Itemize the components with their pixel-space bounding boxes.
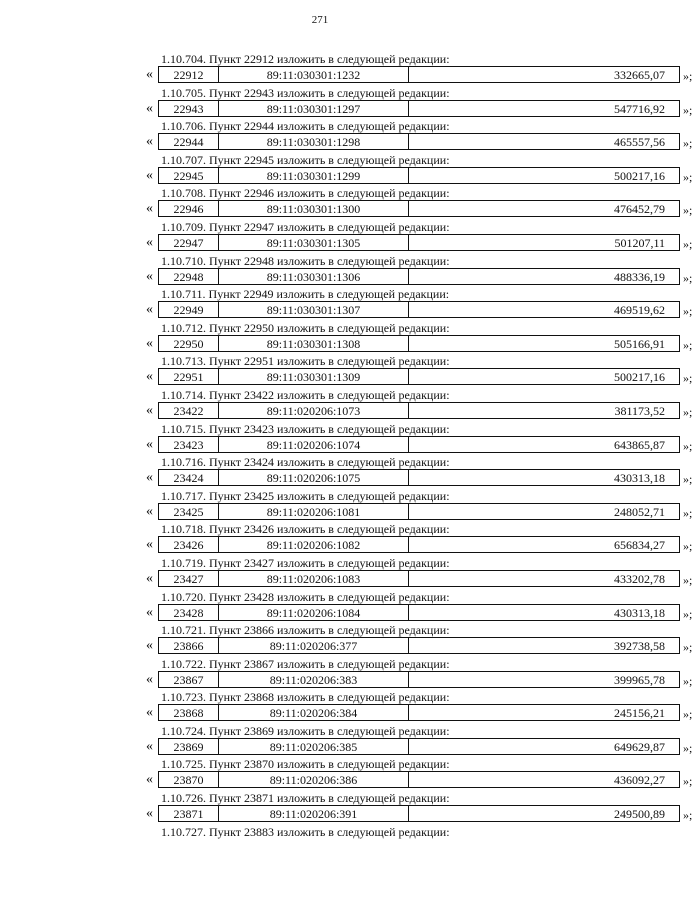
document-body xyxy=(0,52,692,858)
amendment-entry xyxy=(0,589,692,624)
closing-quote: »; xyxy=(683,102,692,117)
item-number-cell: 22946 xyxy=(159,201,219,216)
opening-quote: « xyxy=(146,738,153,754)
cadastral-number-cell: 89:11:020206:1073 xyxy=(219,403,409,418)
amendment-heading: 1.10.707. Пункт 22945 изложить в следующей редакции: xyxy=(161,152,450,167)
opening-quote: « xyxy=(146,100,153,116)
amendment-entry xyxy=(0,320,692,355)
closing-quote: »; xyxy=(683,304,692,319)
value-cell: 547716,92 xyxy=(614,101,665,116)
item-number-cell: 23427 xyxy=(159,571,219,586)
item-number-cell: 22950 xyxy=(159,336,219,351)
amendment-entry xyxy=(0,219,692,254)
amendment-entry xyxy=(0,421,692,456)
table-row xyxy=(146,570,692,588)
item-number-cell: 23423 xyxy=(159,437,219,452)
amendment-entry xyxy=(0,354,692,388)
entry-table xyxy=(158,100,680,117)
closing-quote: »; xyxy=(683,673,692,688)
table-row xyxy=(146,301,692,319)
table-row xyxy=(146,469,692,487)
entry-table xyxy=(158,503,680,520)
table-row xyxy=(146,133,692,151)
cadastral-number-cell: 89:11:030301:1307 xyxy=(219,302,409,317)
amendment-heading: 1.10.717. Пункт 23425 изложить в следующей редакции: xyxy=(161,488,450,503)
cadastral-number-cell: 89:11:030301:1299 xyxy=(219,168,409,183)
table-row xyxy=(146,671,692,689)
item-number-cell: 22948 xyxy=(159,269,219,284)
amendment-entry xyxy=(0,690,692,724)
value-cell: 245156,21 xyxy=(614,706,665,721)
value-cell: 248052,71 xyxy=(614,504,665,519)
amendment-heading: 1.10.726. Пункт 23871 изложить в следующей редакции: xyxy=(161,791,450,806)
table-row xyxy=(146,167,692,185)
item-number-cell: 22949 xyxy=(159,302,219,317)
opening-quote: « xyxy=(146,570,153,586)
entry-table xyxy=(158,167,680,184)
entry-table xyxy=(158,402,680,419)
value-cell: 332665,07 xyxy=(614,68,665,82)
closing-quote: »; xyxy=(683,505,692,520)
amendment-entry xyxy=(0,623,692,657)
opening-quote: « xyxy=(146,167,153,183)
cadastral-number-cell: 89:11:030301:1297 xyxy=(219,101,409,116)
item-number-cell: 23425 xyxy=(159,504,219,519)
table-row xyxy=(146,436,692,454)
closing-quote: »; xyxy=(683,808,692,823)
item-number-cell: 23870 xyxy=(159,772,219,787)
entry-table xyxy=(158,200,680,217)
cadastral-number-cell: 89:11:020206:1075 xyxy=(219,470,409,485)
opening-quote: « xyxy=(146,402,153,418)
amendment-heading: 1.10.722. Пункт 23867 изложить в следующей редакции: xyxy=(161,656,450,671)
amendment-heading: 1.10.721. Пункт 23866 изложить в следующей редакции: xyxy=(161,623,450,638)
opening-quote: « xyxy=(146,537,153,553)
opening-quote: « xyxy=(146,705,153,721)
entry-table xyxy=(158,637,680,654)
opening-quote: « xyxy=(146,436,153,452)
value-cell: 433202,78 xyxy=(614,571,665,586)
amendment-heading: 1.10.713. Пункт 22951 изложить в следующей редакции: xyxy=(161,354,450,369)
amendment-heading: 1.10.714. Пункт 23422 изложить в следующей редакции: xyxy=(161,387,450,402)
opening-quote: « xyxy=(146,806,153,822)
amendment-heading: 1.10.720. Пункт 23428 изложить в следующей редакции: xyxy=(161,589,450,604)
entry-table xyxy=(158,301,680,318)
value-cell: 381173,52 xyxy=(614,403,665,418)
amendment-heading: 1.10.705. Пункт 22943 изложить в следующей редакции: xyxy=(161,85,450,100)
entry-table xyxy=(158,570,680,587)
amendment-heading: 1.10.704. Пункт 22912 изложить в следующей редакции: xyxy=(161,52,450,66)
closing-quote: »; xyxy=(683,606,692,621)
cadastral-number-cell: 89:11:020206:1081 xyxy=(219,504,409,519)
closing-quote: »; xyxy=(683,707,692,722)
item-number-cell: 22944 xyxy=(159,134,219,149)
entry-table xyxy=(158,368,680,385)
item-number-cell: 23426 xyxy=(159,537,219,552)
opening-quote: « xyxy=(146,638,153,654)
amendment-entry xyxy=(0,555,692,590)
cadastral-number-cell: 89:11:020206:377 xyxy=(219,638,409,653)
item-number-cell: 22947 xyxy=(159,235,219,250)
item-number-cell: 23868 xyxy=(159,705,219,720)
amendment-entry xyxy=(0,656,692,691)
table-row xyxy=(146,268,692,286)
table-row xyxy=(146,771,692,789)
value-cell: 430313,18 xyxy=(614,471,665,486)
cadastral-number-cell: 89:11:030301:1300 xyxy=(219,201,409,216)
table-row xyxy=(146,805,692,823)
table-row xyxy=(146,402,692,420)
entry-table xyxy=(158,268,680,285)
table-row xyxy=(146,100,692,118)
entry-table xyxy=(158,738,680,755)
opening-quote: « xyxy=(146,671,153,687)
item-number-cell: 23867 xyxy=(159,672,219,687)
item-number-cell: 22951 xyxy=(159,369,219,384)
table-row xyxy=(146,604,692,622)
closing-quote: »; xyxy=(683,337,692,352)
cadastral-number-cell: 89:11:020206:385 xyxy=(219,739,409,754)
entry-table xyxy=(158,604,680,621)
cadastral-number-cell: 89:11:030301:1309 xyxy=(219,369,409,384)
amendment-heading: 1.10.724. Пункт 23869 изложить в следующей редакции: xyxy=(161,723,450,738)
value-cell: 500217,16 xyxy=(614,370,665,385)
cadastral-number-cell: 89:11:020206:386 xyxy=(219,772,409,787)
closing-quote: »; xyxy=(683,404,692,419)
cadastral-number-cell: 89:11:030301:1305 xyxy=(219,235,409,250)
value-cell: 430313,18 xyxy=(614,605,665,620)
cadastral-number-cell: 89:11:020206:1082 xyxy=(219,537,409,552)
cadastral-number-cell: 89:11:030301:1232 xyxy=(219,67,409,82)
amendment-entry xyxy=(0,152,692,187)
cadastral-number-cell: 89:11:030301:1308 xyxy=(219,336,409,351)
page-number: 271 xyxy=(311,14,329,26)
entry-table xyxy=(158,771,680,788)
opening-quote: « xyxy=(146,268,153,284)
table-row xyxy=(146,704,692,722)
item-number-cell: 23424 xyxy=(159,470,219,485)
value-cell: 436092,27 xyxy=(614,773,665,788)
value-cell: 249500,89 xyxy=(614,807,665,822)
amendment-heading: 1.10.709. Пункт 22947 изложить в следующей редакции: xyxy=(161,219,450,234)
closing-quote: »; xyxy=(683,169,692,184)
amendment-heading: 1.10.711. Пункт 22949 изложить в следующей редакции: xyxy=(161,287,450,302)
closing-quote: »; xyxy=(683,640,692,655)
closing-quote: »; xyxy=(683,136,692,151)
opening-quote: « xyxy=(146,335,153,351)
closing-quote: »; xyxy=(683,572,692,587)
value-cell: 469519,62 xyxy=(614,303,665,318)
opening-quote: « xyxy=(146,470,153,486)
amendment-entry xyxy=(0,522,692,556)
cadastral-number-cell: 89:11:020206:384 xyxy=(219,705,409,720)
table-row xyxy=(146,503,692,521)
amendment-entry xyxy=(0,825,640,859)
item-number-cell: 22943 xyxy=(159,101,219,116)
cadastral-number-cell: 89:11:020206:1074 xyxy=(219,437,409,452)
value-cell: 505166,91 xyxy=(614,336,665,351)
opening-quote: « xyxy=(146,201,153,217)
table-row xyxy=(146,335,692,353)
item-number-cell: 23871 xyxy=(159,806,219,821)
closing-quote: »; xyxy=(683,438,692,453)
amendment-entry xyxy=(0,455,692,489)
amendment-entry xyxy=(0,488,692,523)
table-row xyxy=(146,738,692,756)
table-row xyxy=(146,200,692,218)
amendment-entry xyxy=(0,387,692,422)
amendment-entry xyxy=(0,85,692,120)
value-cell: 399965,78 xyxy=(614,672,665,687)
entry-table xyxy=(158,469,680,486)
entry-table xyxy=(158,66,680,83)
opening-quote: « xyxy=(146,369,153,385)
closing-quote: »; xyxy=(683,270,692,285)
amendment-entry xyxy=(0,119,692,153)
table-row xyxy=(146,536,692,554)
amendment-entry xyxy=(0,52,692,86)
item-number-cell: 22912 xyxy=(159,67,219,82)
item-number-cell: 23422 xyxy=(159,403,219,418)
value-cell: 501207,11 xyxy=(614,235,665,250)
opening-quote: « xyxy=(146,772,153,788)
cadastral-number-cell: 89:11:030301:1298 xyxy=(219,134,409,149)
amendment-heading: 1.10.725. Пункт 23870 изложить в следующей редакции: xyxy=(161,757,450,772)
entry-table xyxy=(158,671,680,688)
entry-table xyxy=(158,133,680,150)
value-cell: 500217,16 xyxy=(614,168,665,183)
amendment-entry xyxy=(0,253,692,288)
amendment-entry xyxy=(0,791,692,825)
table-row xyxy=(146,234,692,252)
cadastral-number-cell: 89:11:030301:1306 xyxy=(219,269,409,284)
closing-quote: »; xyxy=(683,69,692,83)
closing-quote: »; xyxy=(683,236,692,251)
closing-quote: »; xyxy=(683,774,692,789)
value-cell: 392738,58 xyxy=(614,639,665,654)
amendment-heading: 1.10.716. Пункт 23424 изложить в следующей редакции: xyxy=(161,455,450,470)
entry-table xyxy=(158,805,680,822)
value-cell: 643865,87 xyxy=(614,437,665,452)
item-number-cell: 22945 xyxy=(159,168,219,183)
cadastral-number-cell: 89:11:020206:383 xyxy=(219,672,409,687)
value-cell: 488336,19 xyxy=(614,269,665,284)
table-row xyxy=(146,66,692,84)
opening-quote: « xyxy=(146,302,153,318)
amendment-heading: 1.10.710. Пункт 22948 изложить в следующей редакции: xyxy=(161,253,450,268)
table-row xyxy=(146,368,692,386)
amendment-entry xyxy=(0,287,692,321)
cadastral-number-cell: 89:11:020206:1083 xyxy=(219,571,409,586)
closing-quote: »; xyxy=(683,371,692,386)
amendment-heading: 1.10.718. Пункт 23426 изложить в следующей редакции: xyxy=(161,522,450,537)
opening-quote: « xyxy=(146,67,153,82)
amendment-heading: 1.10.712. Пункт 22950 изложить в следующей редакции: xyxy=(161,320,450,335)
item-number-cell: 23428 xyxy=(159,605,219,620)
cadastral-number-cell: 89:11:020206:1084 xyxy=(219,605,409,620)
amendment-entry xyxy=(0,723,692,758)
amendment-heading: 1.10.723. Пункт 23868 изложить в следующей редакции: xyxy=(161,690,450,705)
opening-quote: « xyxy=(146,604,153,620)
amendment-heading: 1.10.708. Пункт 22946 изложить в следующей редакции: xyxy=(161,186,450,201)
closing-quote: »; xyxy=(683,539,692,554)
opening-quote: « xyxy=(146,503,153,519)
amendment-heading: 1.10.727. Пункт 23883 изложить в следующей редакции: xyxy=(161,824,450,839)
value-cell: 465557,56 xyxy=(614,135,665,150)
entry-table xyxy=(158,436,680,453)
entry-table xyxy=(158,536,680,553)
entry-table xyxy=(158,234,680,251)
opening-quote: « xyxy=(146,234,153,250)
amendment-heading: 1.10.706. Пункт 22944 изложить в следующей редакции: xyxy=(161,119,450,134)
value-cell: 476452,79 xyxy=(614,202,665,217)
amendment-heading: 1.10.715. Пункт 23423 изложить в следующей редакции: xyxy=(161,421,450,436)
opening-quote: « xyxy=(146,134,153,150)
table-row xyxy=(146,637,692,655)
closing-quote: »; xyxy=(683,203,692,218)
closing-quote: »; xyxy=(683,740,692,755)
value-cell: 656834,27 xyxy=(614,538,665,553)
entry-table xyxy=(158,704,680,721)
amendment-heading: 1.10.719. Пункт 23427 изложить в следующей редакции: xyxy=(161,555,450,570)
entry-table xyxy=(158,335,680,352)
closing-quote: »; xyxy=(683,472,692,487)
cadastral-number-cell: 89:11:020206:391 xyxy=(219,806,409,821)
item-number-cell: 23866 xyxy=(159,638,219,653)
amendment-entry xyxy=(0,757,692,791)
amendment-entry xyxy=(0,186,692,220)
value-cell: 649629,87 xyxy=(614,739,665,754)
item-number-cell: 23869 xyxy=(159,739,219,754)
